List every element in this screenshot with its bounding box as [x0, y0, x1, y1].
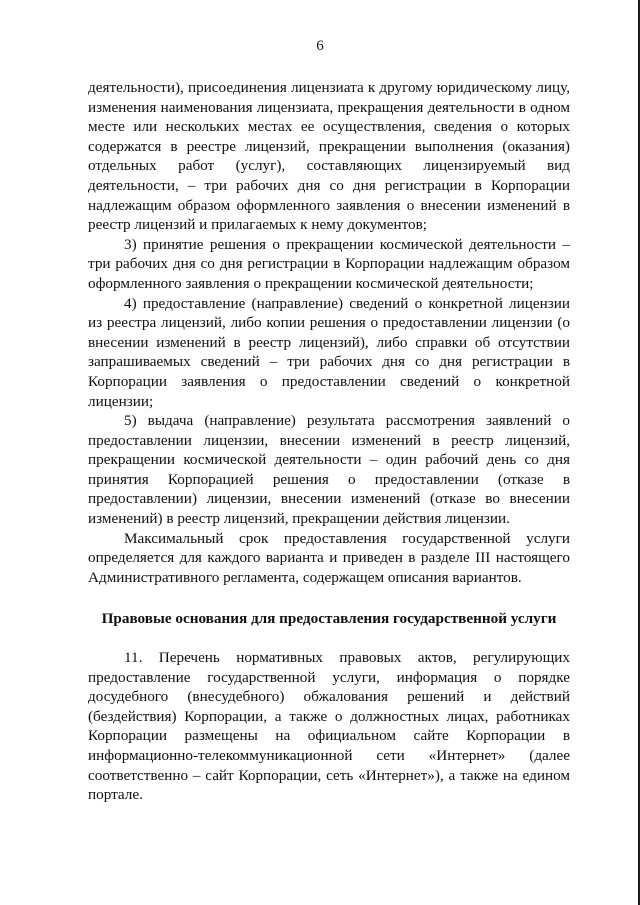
page-number: 6	[316, 38, 324, 54]
paragraph-11: 11. Перечень нормативных правовых актов, регулирующих предоставление государственной услуги, информация о порядке досудебного (внесудебного) обжалования решений и действий (бездействия) Корпорации, а также о должностных лицах, работниках Корпорации размещены на официальном сайте Корпорации в информационно-телекоммуникационной сети «Интернет» (далее соответственно – сайт Корпорации, сеть «Интернет»), а также на едином портале.	[88, 649, 570, 804]
page-content	[88, 78, 570, 805]
section-heading: Правовые основания для предоставления государственной услуги	[101, 610, 557, 628]
paragraph-item-5: 5) выдача (направление) результата рассмотрения заявлений о предоставлении лицензии, внесении изменений в реестр лицензий, прекращении космической деятельности – один рабочий день со дня принятия Корпорацией решения о предоставлении (отказе в предоставлении) лицензии, внесении изменений (отказе во внесении изменений) в реестр лицензий, прекращении действия лицензии.	[88, 412, 570, 528]
paragraph-max-term: Максимальный срок предоставления государственной услуги определяется для каждого варианта и приведен в разделе III настоящего Административного регламента, содержащем описания вариантов.	[88, 529, 570, 586]
paragraph-item-3: 3) принятие решения о прекращении космической деятельности – три рабочих дня со дня регистрации в Корпорации надлежащим образом оформленного заявления о прекращении космической деятельности;	[88, 235, 570, 292]
paragraph-item-4: 4) предоставление (направление) сведений о конкретной лицензии из реестра лицензий, либо копии решения о предоставлении лицензии (о внесении изменений в реестр лицензий), либо справки об отсутствии запрашиваемых сведений – три рабочих дня со дня регистрации в Корпорации заявления о предоставлении сведений о конкретной лицензии;	[88, 294, 570, 410]
paragraph-continuation: деятельности), присоединения лицензиата к другому юридическому лицу, изменения наименования лицензиата, прекращения деятельности в одном месте или нескольких местах ее осуществления, сведения о которых содержатся в реестре лицензий, прекращении выполнения (оказания) отдельных работ (услуг), составляющих лицензируемый вид деятельности, – три рабочих дня со дня регистрации в Корпорации надлежащим образом оформленного заявления о внесении изменений в реестр лицензий и прилагаемых к нему документов;	[88, 79, 570, 234]
